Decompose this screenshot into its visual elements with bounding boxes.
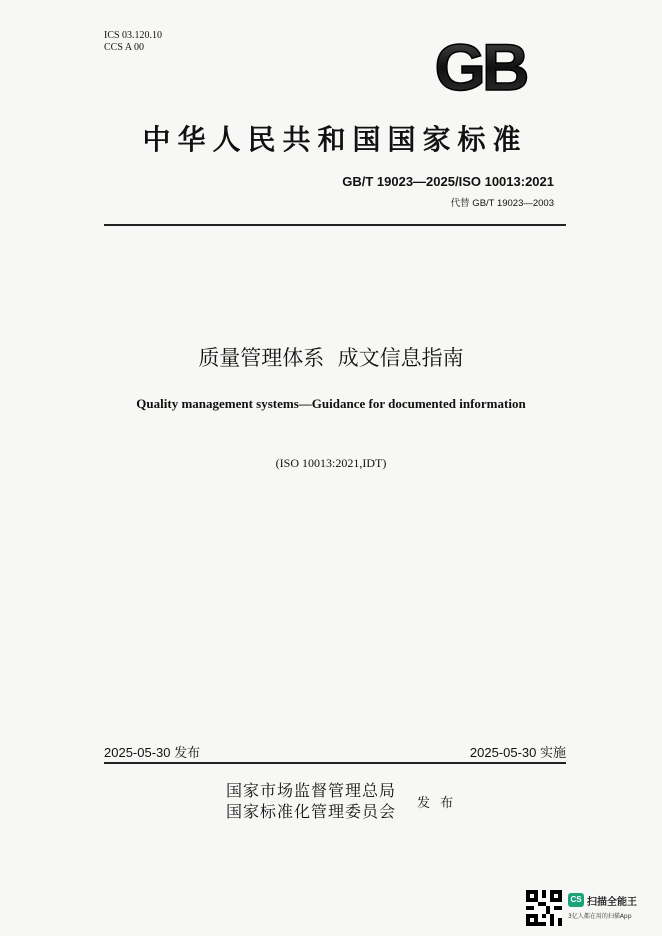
replaces-note: 代替 GB/T 19023—2003 — [450, 198, 554, 209]
chinese-title: 质量管理体系 成文信息指南 — [198, 346, 464, 370]
classification-codes — [104, 30, 162, 54]
implementation-date: 2025-05-30 实施 — [469, 745, 566, 760]
ics-code: ICS 03.120.10 — [104, 30, 163, 41]
svg-text:GB: GB — [434, 32, 526, 98]
issuing-authorities — [226, 780, 396, 822]
gb-logo — [425, 32, 535, 98]
iso-reference: (ISO 10013:2021,IDT) — [275, 456, 387, 470]
issuer-sac: 国家标准化管理委员会 — [226, 802, 397, 821]
camscanner-app-name: 扫描全能王 — [587, 897, 637, 908]
publish-date: 2025-05-30 发布 — [104, 745, 201, 760]
footer-divider — [104, 762, 566, 764]
issue-label: 发 布 — [417, 796, 457, 811]
ccs-code: CCS A 00 — [104, 42, 145, 53]
standard-number: GB/T 19023—2025/ISO 10013:2021 — [342, 174, 554, 189]
qr-code-icon — [526, 890, 562, 926]
english-title: Quality management systems—Guidance for documented information — [136, 396, 526, 411]
header-divider — [104, 224, 566, 226]
issuer-samr: 国家市场监督管理总局 — [226, 781, 397, 800]
national-standard-title: 中华人民共和国国家标准 — [142, 123, 528, 156]
camscanner-badge: CS — [568, 893, 584, 907]
camscanner-tagline: 3亿人都在用的扫描App — [568, 913, 632, 920]
